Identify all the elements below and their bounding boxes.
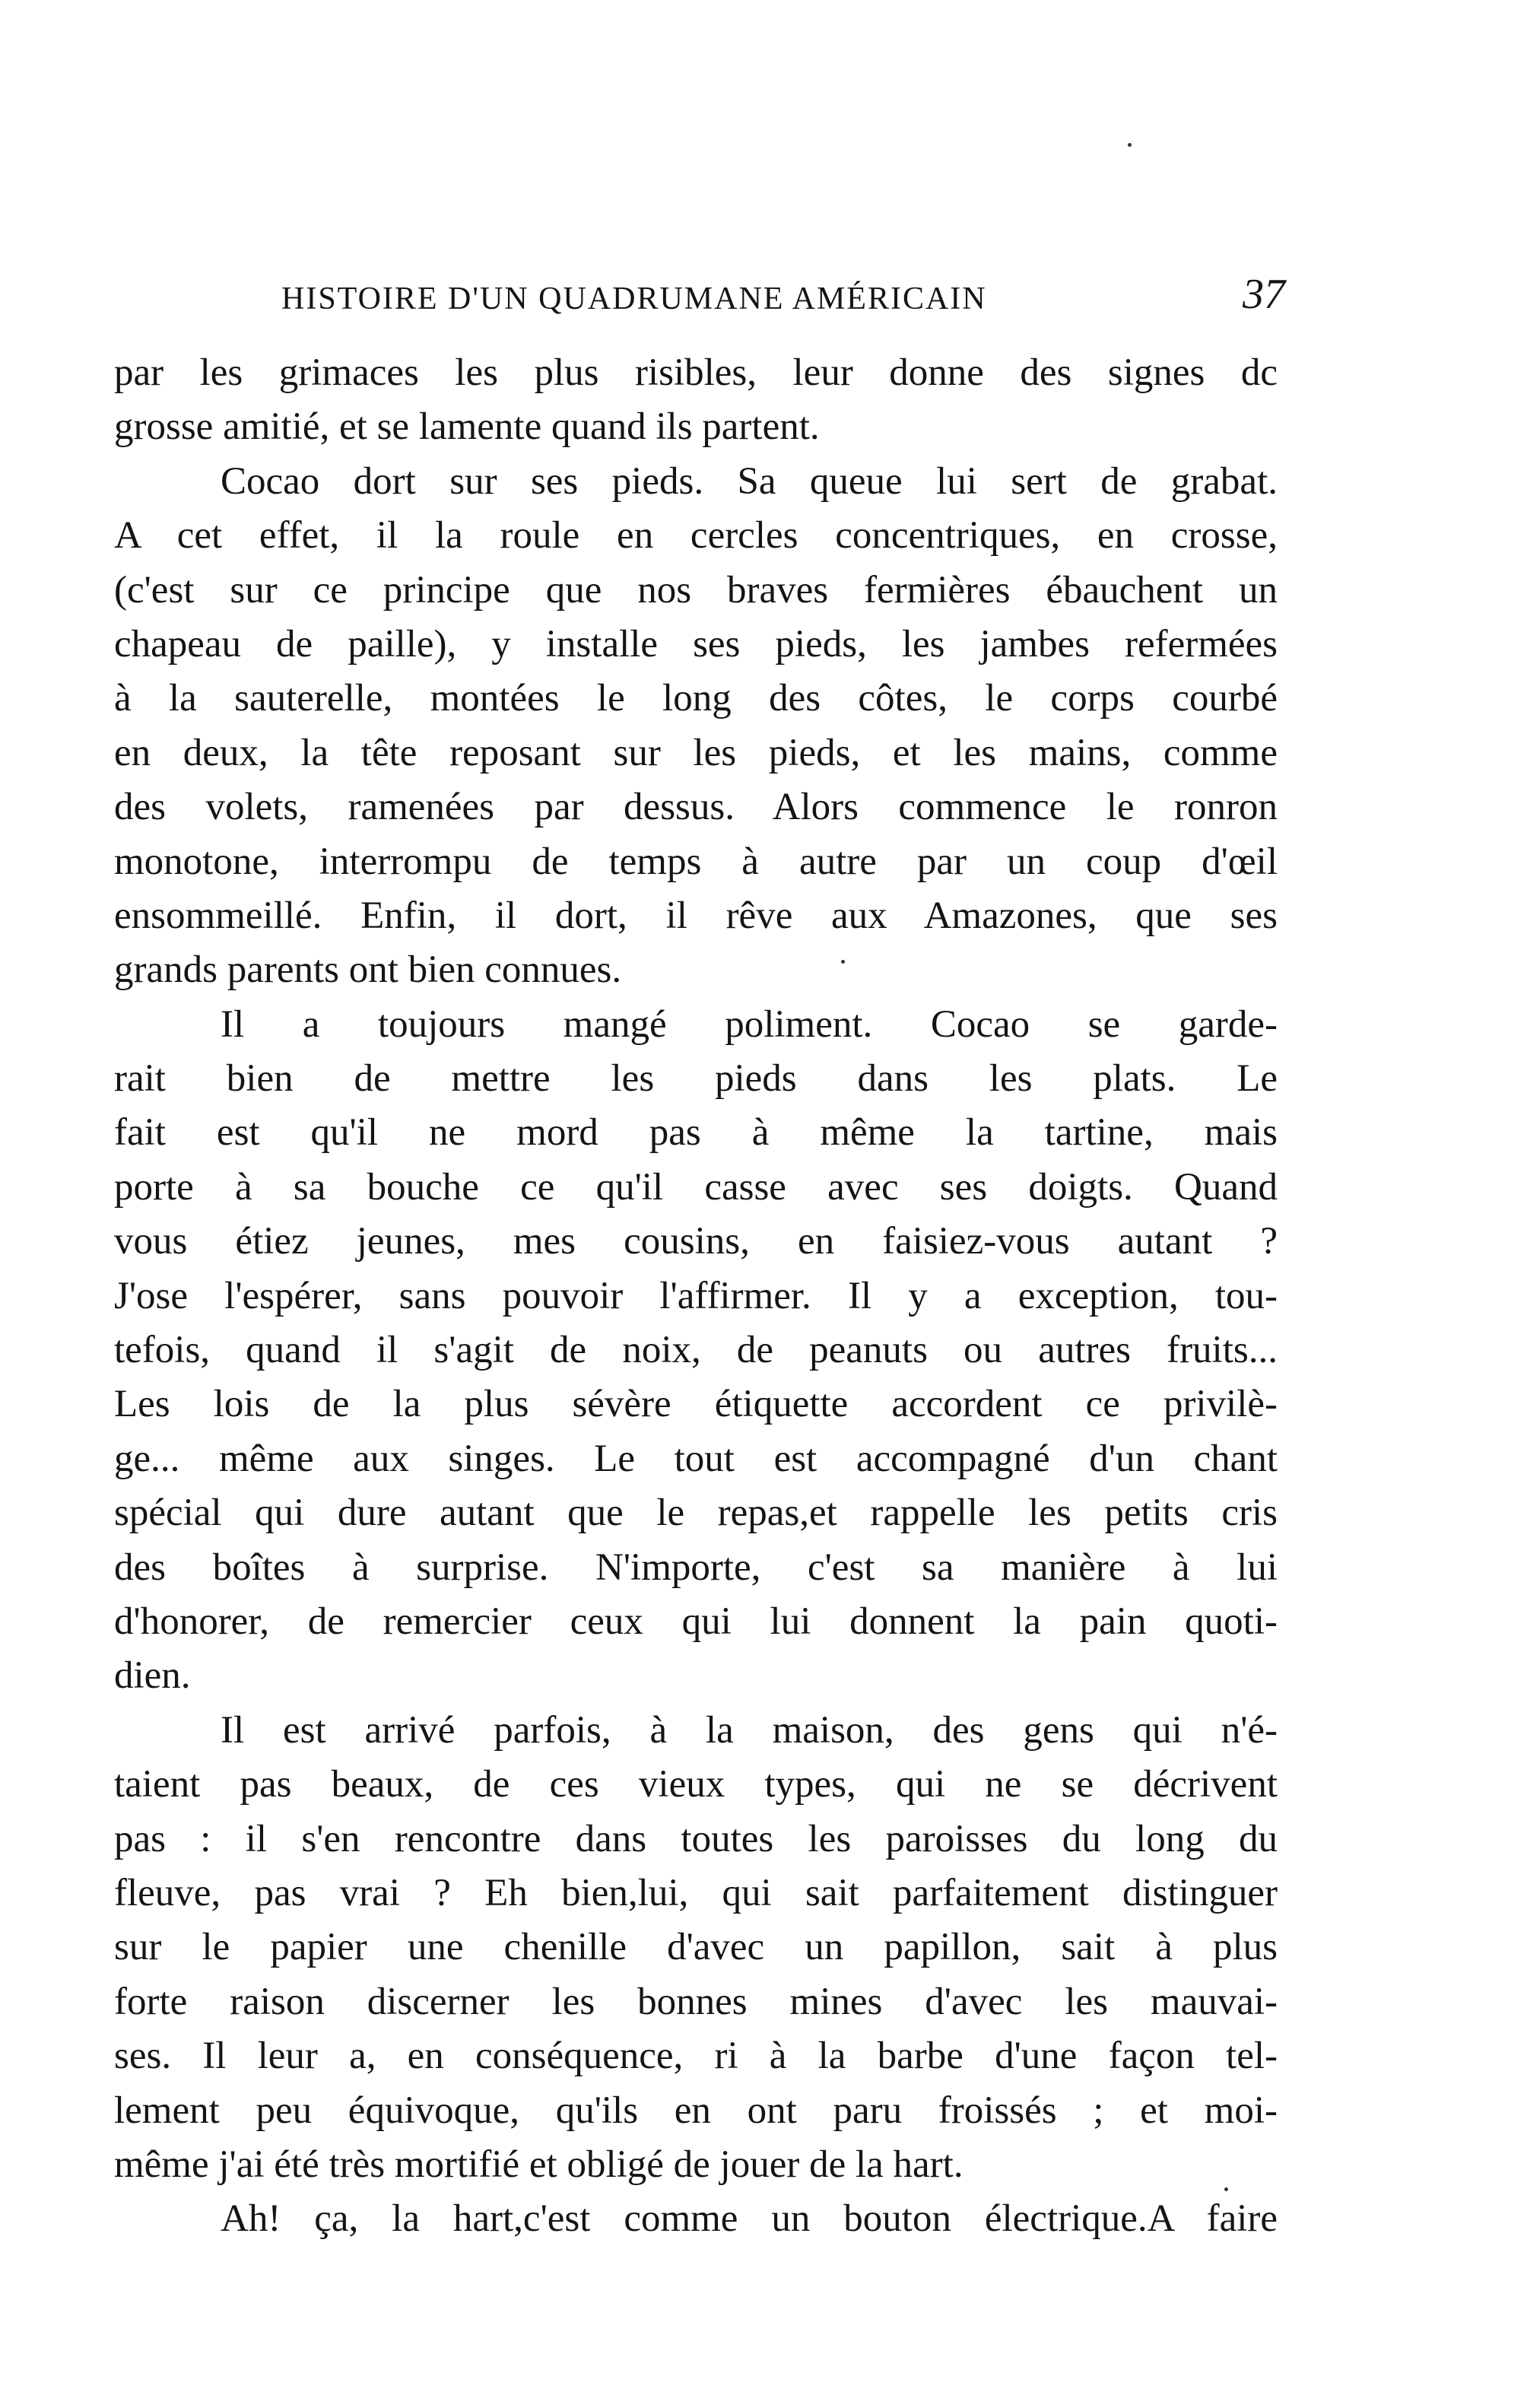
text-line: spécial qui dure autant que le repas,et rappelle les petits cris bbox=[114, 1491, 1278, 1535]
text-line: fait est qu'il ne mord pas à même la tartine, mais bbox=[114, 1111, 1278, 1155]
text-line: grands parents ont bien connues. bbox=[114, 948, 622, 992]
text-line: même j'ai été très mortifié et obligé de jouer de la hart. bbox=[114, 2143, 964, 2186]
text-line: porte à sa bouche ce qu'il casse avec ses doigts. Quand bbox=[114, 1165, 1278, 1209]
text-line: par les grimaces les plus risibles, leur donne des signes dc bbox=[114, 351, 1278, 394]
text-line: pas : il s'en rencontre dans toutes les paroisses du long du bbox=[114, 1817, 1278, 1860]
ink-speck bbox=[1128, 143, 1132, 147]
text-line: Ah! ça, la hart,c'est comme un bouton électrique.A faire bbox=[221, 2197, 1278, 2241]
text-line: chapeau de paille), y installe ses pieds, les jambes refermées bbox=[114, 622, 1278, 666]
page-number: 37 bbox=[1243, 271, 1285, 318]
text-line: sur le papier une chenille d'avec un papillon, sait à plus bbox=[114, 1926, 1278, 1969]
text-line: des boîtes à surprise. N'importe, c'est sa manière à lui bbox=[114, 1546, 1278, 1589]
text-line: lement peu équivoque, qu'ils en ont paru froissés ; et moi- bbox=[114, 2089, 1278, 2132]
text-line: vous étiez jeunes, mes cousins, en faisiez-vous autant ? bbox=[114, 1220, 1278, 1263]
text-line: grosse amitié, et se lamente quand ils partent. bbox=[114, 405, 820, 449]
text-line: (c'est sur ce principe que nos braves fermières ébauchent un bbox=[114, 568, 1278, 612]
text-line: à la sauterelle, montées le long des côtes, le corps courbé bbox=[114, 677, 1278, 720]
text-line: monotone, interrompu de temps à autre par un coup d'œil bbox=[114, 840, 1278, 883]
text-line: dien. bbox=[114, 1654, 191, 1698]
text-line: Il a toujours mangé poliment. Cocao se garde- bbox=[221, 1002, 1278, 1046]
text-line: des volets, ramenées par dessus. Alors commence le ronron bbox=[114, 786, 1278, 829]
text-line: Les lois de la plus sévère étiquette accordent ce privilè- bbox=[114, 1383, 1278, 1426]
text-line: Il est arrivé parfois, à la maison, des gens qui n'é- bbox=[221, 1708, 1278, 1752]
body-text bbox=[114, 346, 1278, 2247]
text-line: forte raison discerner les bonnes mines d'avec les mauvai- bbox=[114, 1980, 1278, 2023]
text-line: fleuve, pas vrai ? Eh bien,lui, qui sait parfaitement distinguer bbox=[114, 1871, 1278, 1914]
text-line: taient pas beaux, de ces vieux types, qui ne se décrivent bbox=[114, 1763, 1278, 1806]
text-line: ensommeillé. Enfin, il dort, il rêve aux Amazones, que ses bbox=[114, 894, 1278, 937]
text-line: ge... même aux singes. Le tout est accompagné d'un chant bbox=[114, 1437, 1278, 1480]
text-line: rait bien de mettre les pieds dans les plats. Le bbox=[114, 1057, 1278, 1101]
text-line: en deux, la tête reposant sur les pieds, et les mains, comme bbox=[114, 731, 1278, 774]
text-line: ses. Il leur a, en conséquence, ri à la barbe d'une façon tel- bbox=[114, 2035, 1278, 2078]
page-header bbox=[281, 270, 1285, 323]
running-head: HISTOIRE D'UN QUADRUMANE AMÉRICAIN bbox=[281, 281, 987, 316]
text-line: tefois, quand il s'agit de noix, de peanuts ou autres fruits... bbox=[114, 1329, 1278, 1372]
text-line: d'honorer, de remercier ceux qui lui donnent la pain quoti- bbox=[114, 1600, 1278, 1643]
text-line: J'ose l'espérer, sans pouvoir l'affirmer. Il y a exception, tou- bbox=[114, 1274, 1278, 1317]
text-line: Cocao dort sur ses pieds. Sa queue lui sert de grabat. bbox=[221, 459, 1278, 503]
text-line: A cet effet, il la roule en cercles concentriques, en crosse, bbox=[114, 514, 1278, 558]
